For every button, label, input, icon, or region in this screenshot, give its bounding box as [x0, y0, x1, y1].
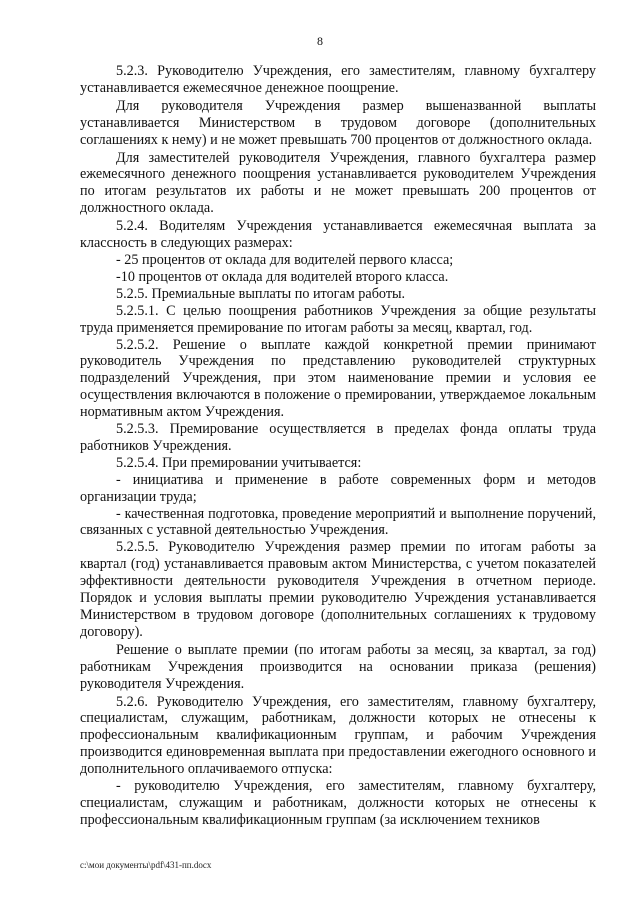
paragraph-5-2-3: 5.2.3. Руководителю Учреждения, его заместителям, главному бухгалтеру устанавливается ежемесячное денежное поощрение.: [80, 63, 596, 96]
paragraph-5-2-4: 5.2.4. Водителям Учреждения устанавливается ежемесячная выплата за классность в следующих размерах:: [80, 218, 596, 252]
list-item-second-class: -10 процентов от оклада для водителей второго класса.: [116, 268, 449, 285]
paragraph-5-2-6: 5.2.6. Руководителю Учреждения, его заместителям, главному бухгалтеру, специалистам, служащим, работникам, должности которых не отнесены к профессиональным квалификационным группам, и рабочим Учреждения производится единовременная выплата при предоставлении ежегодного основного и дополнительного оплачиваемого отпуска:: [80, 693, 596, 778]
list-item-initiative: - инициатива и применение в работе современных форм и методов организации труда;: [80, 471, 596, 505]
paragraph-deputies-bonus: Для заместителей руководителя Учреждения, главного бухгалтера размер ежемесячного денежного поощрения устанавливается руководителем Учреждения по итогам результатов их работы и не может превышать 200 процентов от должностного оклада.: [80, 149, 596, 217]
list-item-director-deputies: - руководителю Учреждения, его заместителям, главному бухгалтеру, специалистам, служащим и работникам, должности которых не отнесены к профессиональным квалификационным группам (за исключением техников: [80, 778, 596, 828]
list-item-first-class: - 25 процентов от оклада для водителей первого класса;: [116, 251, 454, 268]
page-number: 8: [317, 34, 323, 48]
paragraph-bonus-decision: Решение о выплате премии (по итогам работы за месяц, за квартал, за год) работникам Учреждения производится на основании приказа (решения) руководителя Учреждения.: [80, 641, 596, 692]
paragraph-5-2-5-3: 5.2.5.3. Премирование осуществляется в пределах фонда оплаты труда работников Учреждения.: [80, 421, 596, 454]
document-body: [80, 63, 596, 829]
paragraph-director-bonus: Для руководителя Учреждения размер вышеназванной выплаты устанавливается Министерством в трудовом договоре (дополнительных соглашениях к нему) и не может превышать 700 процентов от должностного оклада.: [80, 97, 596, 148]
footer-file-path: c:\мои документы\pdf\431-пп.docx: [80, 860, 212, 870]
paragraph-5-2-5-1: 5.2.5.1. С целью поощрения работников Учреждения за общие результаты труда применяется премирование по итогам работы за месяц, квартал, год.: [80, 302, 596, 336]
list-item-quality: - качественная подготовка, проведение мероприятий и выполнение поручений, связанных с уставной деятельностью Учреждения.: [80, 505, 596, 539]
paragraph-5-2-5-2: 5.2.5.2. Решение о выплате каждой конкретной премии принимают руководитель Учреждения по представлению руководителей структурных подразделений Учреждения, при этом наименование премии и условия ее осуществления включаются в положение о премировании, утверждаемое локальным нормативным актом Учреждения.: [80, 336, 596, 421]
paragraph-5-2-5-4: 5.2.5.4. При премировании учитывается:: [116, 454, 362, 471]
paragraph-5-2-5-5: 5.2.5.5. Руководителю Учреждения размер премии по итогам работы за квартал (год) устанавливается правовым актом Министерства, с учетом показателей эффективности деятельности руководителя Учреждения в отчетном периоде. Порядок и условия выплаты премии руководителю Учреждения устанавливается Министерством в трудовом договоре (дополнительных соглашениях к трудовому договору).: [80, 539, 596, 640]
paragraph-5-2-5: 5.2.5. Премиальные выплаты по итогам работы.: [116, 285, 406, 302]
